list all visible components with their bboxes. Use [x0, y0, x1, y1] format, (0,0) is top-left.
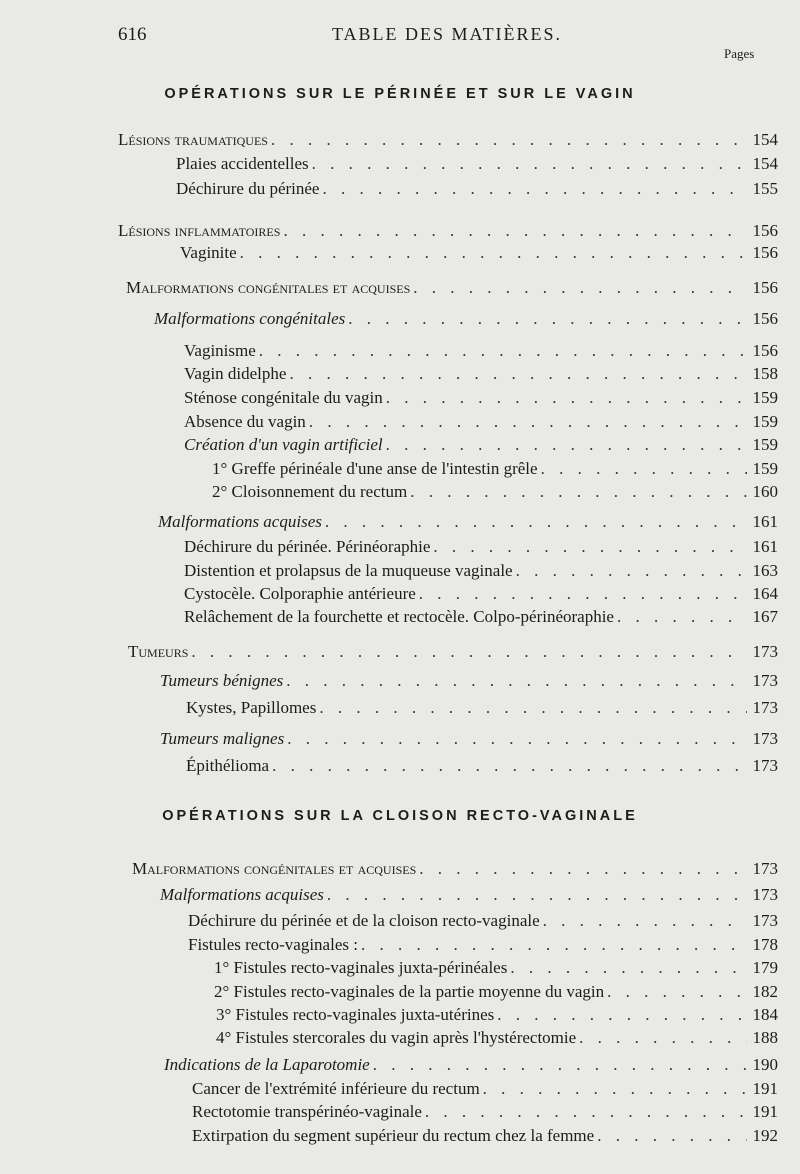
toc-entry-label: Lésions inflammatoires [118, 221, 281, 240]
toc-entry-page: 173 [752, 885, 778, 904]
toc-entry [186, 754, 778, 778]
toc-entry-label: Kystes, Papillomes [186, 698, 317, 717]
toc-entry [184, 433, 778, 457]
dot-leader [386, 433, 747, 457]
section-title-cloison-recto-vaginale: OPÉRATIONS SUR LA CLOISON RECTO-VAGINALE [162, 808, 638, 824]
toc-entry-label: Absence du vagin [184, 412, 306, 431]
toc-entry-page: 179 [752, 958, 778, 977]
toc-entry [160, 727, 778, 751]
toc-entry [132, 857, 778, 881]
toc-entry [212, 480, 778, 504]
dot-leader [497, 1003, 746, 1027]
toc-entry-page: 173 [752, 642, 778, 661]
toc-entry-label: 3° Fistules recto-vaginales juxta-utérines [216, 1005, 495, 1024]
dot-leader [312, 152, 747, 176]
toc-entry-page: 158 [752, 364, 778, 383]
toc-entry [160, 669, 778, 693]
dot-leader [240, 241, 747, 265]
toc-entry-page: 159 [752, 435, 778, 454]
toc-entry-page: 156 [752, 221, 778, 240]
toc-entry-label: Épithélioma [186, 756, 270, 775]
toc-entry-label: Relâchement de la fourchette et rectocèle. Colpo-périnéoraphie [184, 607, 614, 626]
dot-leader [413, 276, 746, 300]
toc-entry-page: 160 [752, 482, 778, 501]
toc-entry [216, 1026, 778, 1050]
toc-entry-page: 154 [752, 154, 778, 173]
toc-entry-label: Sténose congénitale du vagin [184, 388, 383, 407]
toc-entry-label: Tumeurs malignes [160, 729, 285, 748]
toc-entry-label: Malformations congénitales et acquises [126, 278, 411, 297]
dot-leader [286, 669, 746, 693]
toc-entry-page: 173 [752, 756, 778, 775]
dot-leader [425, 1100, 747, 1124]
toc-entry-page: 159 [752, 412, 778, 431]
toc-entry-label: Déchirure du périnée [176, 179, 320, 198]
dot-leader [597, 1124, 746, 1148]
dot-leader [287, 727, 746, 751]
dot-leader [259, 339, 747, 363]
toc-entry-label: Vagin didelphe [184, 364, 287, 383]
toc-entry-page: 163 [752, 561, 778, 580]
toc-entry-label: Cystocèle. Colporaphie antérieure [184, 584, 416, 603]
section-title-perinee-vagin: OPÉRATIONS SUR LE PÉRINÉE ET SUR LE VAGIN [164, 86, 636, 102]
toc-entry-label: Distention et prolapsus de la muqueuse vaginale [184, 561, 513, 580]
toc-entry-label: Malformations congénitales [154, 309, 346, 328]
dot-leader [325, 510, 747, 534]
toc-entry-page: 154 [752, 130, 778, 149]
toc-entry-page: 156 [752, 278, 778, 297]
toc-entry [216, 1003, 778, 1027]
toc-entry-page: 173 [752, 729, 778, 748]
toc-entry-label: Tumeurs [128, 642, 189, 661]
toc-entry [158, 510, 778, 534]
toc-entry-label: Plaies accidentelles [176, 154, 309, 173]
toc-entry-label: Extirpation du segment supérieur du rectum chez la femme [192, 1126, 595, 1145]
toc-entry-label: Déchirure du périnée. Périnéoraphie [184, 537, 431, 556]
toc-entry-page: 159 [752, 459, 778, 478]
toc-entry [184, 362, 778, 386]
toc-entry [126, 276, 778, 300]
dot-leader [579, 1026, 746, 1050]
dot-leader [309, 410, 747, 434]
toc-entry-page: 188 [752, 1028, 778, 1047]
toc-entry [176, 177, 778, 201]
toc-entry-page: 173 [752, 911, 778, 930]
toc-entry-label: Malformations congénitales et acquises [132, 859, 417, 878]
toc-entry-label: Fistules recto-vaginales : [188, 935, 358, 954]
toc-entry-page: 191 [752, 1102, 778, 1121]
dot-leader [410, 480, 746, 504]
toc-entry-label: Malformations acquises [158, 512, 322, 531]
toc-entry [184, 410, 778, 434]
toc-entry [214, 956, 778, 980]
dot-leader [386, 386, 747, 410]
dot-leader [419, 857, 746, 881]
toc-entry [214, 980, 778, 1004]
toc-entry-page: 161 [752, 537, 778, 556]
dot-leader [483, 1077, 747, 1101]
toc-entry-page: 156 [752, 243, 778, 262]
dot-leader [607, 980, 746, 1004]
toc-entry-label: Rectotomie transpérinéo-vaginale [192, 1102, 422, 1121]
dot-leader [322, 177, 746, 201]
toc-entry-page: 155 [752, 179, 778, 198]
toc-entry-label: Vaginisme [184, 341, 256, 360]
toc-entry-label: Création d'un vagin artificiel [184, 435, 383, 454]
toc-entry-page: 190 [752, 1055, 778, 1074]
toc-entry-page: 159 [752, 388, 778, 407]
toc-entry-label: Lésions traumatiques [118, 130, 268, 149]
dot-leader [543, 909, 747, 933]
dot-leader [617, 605, 747, 629]
toc-entry-label: Indications de la Laparotomie [164, 1055, 370, 1074]
toc-entry [180, 241, 778, 265]
toc-entry [184, 559, 778, 583]
toc-entry-page: 161 [752, 512, 778, 531]
toc-entry-page: 173 [752, 859, 778, 878]
toc-entry [118, 219, 778, 243]
toc-entry-page: 156 [752, 309, 778, 328]
toc-entry-page: 156 [752, 341, 778, 360]
toc-entry-page: 178 [752, 935, 778, 954]
toc-entry [188, 909, 778, 933]
dot-leader [373, 1053, 747, 1077]
toc-entry-label: 2° Cloisonnement du rectum [212, 482, 408, 501]
toc-entry [192, 1077, 778, 1101]
pages-column-label: Pages [724, 46, 755, 61]
toc-entry [160, 883, 778, 907]
toc-entry [118, 128, 778, 152]
toc-entry-label: 1° Greffe périnéale d'une anse de l'intestin grêle [212, 459, 538, 478]
toc-entry-page: 167 [752, 607, 778, 626]
dot-leader [191, 640, 746, 664]
dot-leader [348, 307, 746, 331]
dot-leader [516, 559, 747, 583]
toc-entry [192, 1124, 778, 1148]
running-head: TABLE DES MATIÈRES. [332, 24, 563, 44]
toc-entry [192, 1100, 778, 1124]
toc-entry [184, 605, 778, 629]
dot-leader [433, 535, 746, 559]
toc-entry-page: 182 [752, 982, 778, 1001]
toc-entry-page: 164 [752, 584, 778, 603]
toc-entry-label: Malformations acquises [160, 885, 324, 904]
toc-entry [212, 457, 778, 481]
toc-entry-label: 4° Fistules stercorales du vagin après l'hystérectomie [216, 1028, 577, 1047]
dot-leader [510, 956, 746, 980]
dot-leader [319, 696, 746, 720]
dot-leader [327, 883, 747, 907]
toc-entry [184, 535, 778, 559]
toc-entry [154, 307, 778, 331]
toc-entry [184, 582, 778, 606]
toc-entry-label: 2° Fistules recto-vaginales de la partie moyenne du vagin [214, 982, 605, 1001]
toc-entry [184, 339, 778, 363]
dot-leader [289, 362, 746, 386]
toc-entry [176, 152, 778, 176]
dot-leader [541, 457, 747, 481]
toc-entry-page: 184 [752, 1005, 778, 1024]
dot-leader [272, 754, 746, 778]
dot-leader [361, 933, 747, 957]
toc-entry-label: 1° Fistules recto-vaginales juxta-périnéales [214, 958, 508, 977]
toc-entry-page: 191 [752, 1079, 778, 1098]
dot-leader [271, 128, 747, 152]
toc-entry [128, 640, 778, 664]
toc-entry [188, 933, 778, 957]
toc-entry [184, 386, 778, 410]
toc-entry-label: Vaginite [180, 243, 237, 262]
toc-entry-label: Déchirure du périnée et de la cloison recto-vaginale [188, 911, 540, 930]
page-number: 616 [118, 24, 147, 45]
dot-leader [419, 582, 747, 606]
toc-entry-page: 173 [752, 671, 778, 690]
toc-entry [186, 696, 778, 720]
toc-entry-page: 192 [752, 1126, 778, 1145]
toc-entry-label: Tumeurs bénignes [160, 671, 284, 690]
dot-leader [283, 219, 746, 243]
toc-entry-page: 173 [752, 698, 778, 717]
toc-entry-label: Cancer de l'extrémité inférieure du rectum [192, 1079, 480, 1098]
toc-entry [164, 1053, 778, 1077]
